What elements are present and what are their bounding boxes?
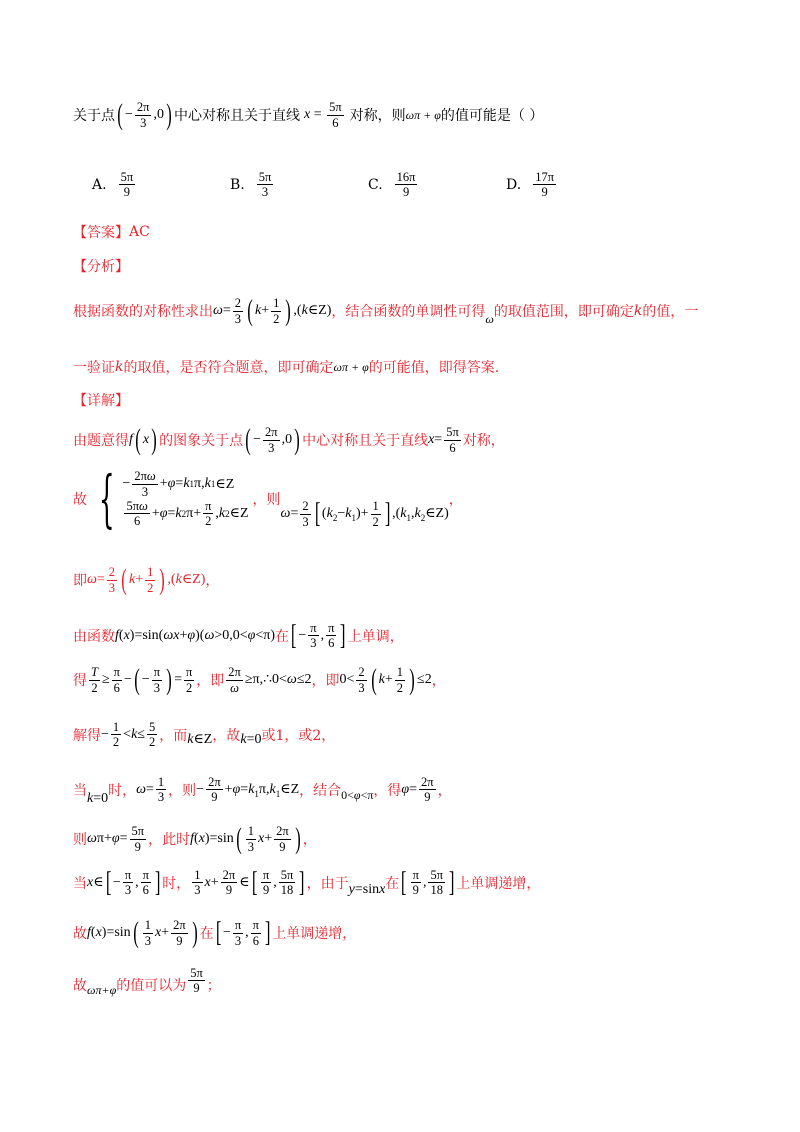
detail-line-1	[73, 425, 505, 455]
detail-label: 【详解】	[73, 393, 129, 409]
question-line	[73, 100, 543, 130]
detail-text: 对称，	[462, 433, 505, 449]
omega-k-expr: ω= $\frac{2}{3}$ [ $(k_2-k_1)+$ $\frac{1}{2}$ ] $,(k_1,k_2\in Z)$	[280, 498, 449, 529]
detail-text: 则	[73, 832, 87, 848]
detail-text: 时，	[162, 875, 191, 892]
k-equals-0: k=0	[240, 731, 262, 747]
period-ineq: $\frac{T}{2}$ ≥ $\frac{\pi}{6}$ −( − $\frac{\pi}{3}$ ) = $\frac{\pi}{2}$	[91, 663, 193, 696]
analysis-text: 一验证	[73, 360, 115, 376]
detail-line-8	[73, 824, 317, 854]
detail-text: 或1，或2，	[261, 727, 336, 744]
question-suffix: 对称，则	[349, 108, 406, 124]
option-d[interactable]	[506, 170, 644, 200]
option-c-value: $\frac{16\pi}{9}$	[396, 170, 416, 200]
system-of-equations: − $\frac{2\pi\omega}{3}$ + φ = k 1 π, k 1 ∈Z $\frac{5\pi\omega}{6}$ + φ = k 2 π+ $\frac{\pi}{2}$ , k 2 ∈Z	[122, 469, 249, 529]
omega-symbol: ω	[485, 311, 494, 326]
option-b[interactable]	[230, 170, 368, 200]
detail-text: 在	[199, 926, 214, 942]
k0: k=0	[87, 790, 109, 806]
detail-text: 在	[385, 875, 400, 892]
line-expr: x= $\frac{5\pi}{6}$	[428, 425, 459, 455]
detail-text: 故	[73, 492, 87, 508]
analysis-label: 【分析】	[73, 259, 129, 275]
question-expr: ωπ + φ	[405, 107, 441, 122]
sin-interval: [ $\frac{\pi}{9}$ , $\frac{5\pi}{18}$ ]	[401, 866, 455, 898]
detail-text: ，	[437, 782, 452, 799]
answer-value: AC	[129, 224, 150, 240]
f-expression: f(x)=sin( $\frac{1}{3}$ x+ $\frac{2\pi}{9}$ )	[190, 822, 301, 855]
detail-text: 上单调递增，	[456, 875, 541, 892]
detail-text: ，	[205, 573, 220, 589]
option-a[interactable]	[92, 170, 230, 200]
x-in-interval: x∈[ − $\frac{\pi}{3}$ , $\frac{\pi}{6}$ ]	[87, 866, 161, 898]
option-b-letter: B.	[230, 176, 245, 193]
detail-line-3	[73, 565, 219, 595]
detail-line-6	[73, 720, 335, 750]
detail-text: ，即	[196, 673, 225, 689]
detail-line-7	[73, 775, 452, 805]
detail-text: 上单调，	[347, 628, 404, 645]
detail-text: 由题意得	[73, 433, 129, 449]
f-expression-2: f(x)=sin( $\frac{1}{3}$ x+ $\frac{2\pi}{9}$ )	[87, 916, 198, 949]
omega-bound: $\frac{2\pi}{\omega}$ ≥π,∴0<ω≤2	[228, 665, 312, 695]
k-range: − $\frac{1}{2}$ <k≤ $\frac{5}{2}$	[101, 720, 156, 750]
phi-eq: − $\frac{2\pi}{9}$ $+\varphi=k_1\pi,k_1\in Z$	[196, 775, 300, 805]
detail-line-2	[73, 462, 463, 535]
question-prefix: 关于点	[73, 108, 115, 124]
detail-text: 得	[73, 673, 87, 689]
detail-text: ，	[448, 492, 463, 508]
option-a-value: $\frac{5\pi}{9}$	[120, 170, 134, 200]
detail-text: 故	[73, 926, 87, 942]
detail-text: 当	[73, 782, 87, 799]
question-point: ( − $\frac{2\pi}{3}$ ,0)	[117, 98, 172, 131]
detail-line-10	[73, 918, 356, 948]
option-b-value: $\frac{5\pi}{3}$	[258, 170, 272, 200]
detail-line-9	[73, 868, 540, 898]
answer-line	[73, 222, 150, 242]
detail-text: ，由于	[306, 875, 349, 892]
phi-range: 0<φ<π	[341, 788, 374, 803]
detail-text: ，结合	[299, 782, 342, 799]
detail-text: 在	[275, 628, 290, 645]
f-of-x: f( x)	[129, 423, 157, 456]
option-c-letter: C.	[368, 176, 383, 193]
detail-text: ，得	[373, 782, 402, 799]
detail-text: 即	[73, 573, 87, 589]
detail-text: 当	[73, 875, 87, 892]
detail-text: 故	[73, 977, 87, 994]
omega-formula: ω= $\frac{2}{3}$ ( k+ $\frac{1}{2}$ ) ,(k∈Z)	[213, 294, 332, 327]
detail-text: 中心对称且关于直线	[302, 433, 429, 449]
function-def: f(x)=sin(ωx+φ)(ω>0,0<φ<π)	[115, 627, 276, 643]
interval: [ − $\frac{\pi}{3}$ , $\frac{\pi}{6}$ ]	[290, 619, 346, 651]
analysis-text: 的值，一	[642, 304, 699, 320]
option-a-letter: A.	[92, 176, 107, 193]
expr-omega-pi-phi-2: ωπ+φ	[87, 983, 117, 998]
detail-text: ，此时	[148, 832, 191, 848]
y-sin-x: y=sinx	[348, 881, 386, 897]
analysis-text: ，结合函数的单调性可得	[331, 304, 486, 320]
k-ineq: 0< $\frac{2}{3}$ ( k+ $\frac{1}{2}$ ) ≤2	[339, 663, 432, 696]
expr-omega-pi-phi: ωπ + φ	[333, 359, 369, 374]
omega-pi-phi-value: ωπ+φ= $\frac{5\pi}{9}$	[87, 824, 145, 854]
detail-text: ，	[302, 832, 317, 848]
detail-text: 上单调递增，	[272, 926, 357, 942]
detail-text: ，即	[311, 673, 340, 689]
detail-text: ，而	[159, 727, 188, 744]
detail-text: 时，	[108, 782, 137, 799]
k-symbol: k	[115, 359, 124, 375]
detail-text: ，则	[252, 492, 281, 508]
detail-line-4	[73, 621, 404, 651]
analysis-line-1	[73, 296, 698, 326]
arg-interval: $\frac{1}{3}$ x+ $\frac{2\pi}{9}$ ∈[ $\frac{\pi}{9}$ , $\frac{5\pi}{18}$ ]	[194, 866, 305, 898]
detail-text: ；	[206, 977, 221, 994]
question-mid: 中心对称且关于直线	[173, 108, 300, 124]
k-symbol: k	[633, 303, 643, 319]
detail-line-5	[73, 665, 446, 695]
k-in-z: k∈Z	[187, 732, 213, 748]
analysis-text: 的取值范围，即可确定	[493, 304, 634, 320]
option-c[interactable]	[368, 170, 506, 200]
question-line-eq: x = $\frac{5\pi}{6}$	[303, 100, 342, 130]
brace-icon: {	[98, 462, 115, 535]
detail-text: 的图象关于点	[159, 433, 244, 449]
options-row	[92, 170, 644, 200]
analysis-text: 的取值，是否符合题意，即可确定	[123, 360, 334, 376]
final-value: $\frac{5\pi}{9}$	[190, 966, 203, 996]
detail-text: ，则	[168, 782, 197, 799]
phi-value: φ= $\frac{2\pi}{9}$	[401, 775, 434, 805]
option-d-value: $\frac{17\pi}{9}$	[535, 170, 554, 200]
detail-text: 的值可以为	[116, 977, 187, 994]
omega-third: ω= $\frac{1}{3}$	[136, 775, 165, 805]
analysis-text: 根据函数的对称性求出	[73, 304, 213, 320]
omega-result: ω= $\frac{2}{3}$ ( k+ $\frac{1}{2}$ ) ,(k∈Z)	[87, 563, 206, 596]
answer-label: 【答案】	[73, 225, 129, 241]
analysis-line-2	[73, 357, 499, 377]
analysis-text: 的可能值，即得答案.	[368, 360, 500, 376]
interval-2: [ − $\frac{\pi}{3}$ , $\frac{\pi}{6}$ ]	[215, 917, 271, 948]
detail-line-11	[73, 966, 221, 1000]
point-expr: ( − $\frac{2\pi}{3}$ ,0)	[245, 423, 300, 456]
detail-text: 由函数	[73, 628, 115, 645]
detail-text: 解得	[73, 727, 101, 744]
detail-text: ，故	[212, 727, 241, 744]
option-d-letter: D.	[506, 176, 522, 193]
question-tail: 的值可能是（ ）	[440, 108, 544, 124]
detail-text: ，	[431, 673, 446, 689]
